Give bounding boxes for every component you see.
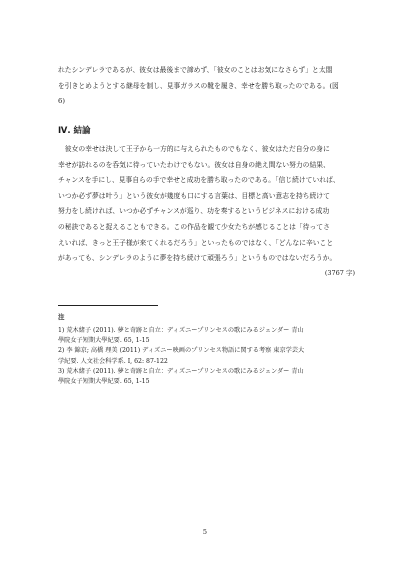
intro-paragraph [58,63,358,110]
footnote-line: 學院女子短期大學紀要. 65, 1-15 [58,337,150,345]
footnote-line: 1) 荒木緒子 (2011). 夢と奇跡と自立：ディズニープリンセスの歌にみるジェンダー 青山 [58,327,304,334]
body-line: 彼女の幸せは決して王子から一方的に与えられたものでもなく、彼女はただ自分の身に [64,145,330,153]
footnote-divider [58,305,158,306]
footnote-line: 3) 荒木緒子 (2011). 夢と奇跡と自立：ディズニープリンセスの歌にみるジェンダー 青山 [58,367,304,375]
body-line: 努力をし続ければ、いつか必ずチャンスが巡り、功を奏するというビジネスにおける成功 [58,207,330,216]
body-line: チャンスを手にし、見事自らの手で幸せと成功を勝ち取ったのである。「信じ続けていれば、 [58,176,340,185]
footnote-line: 2) 李 錦京; 高橋 理美 (2011) ディズニー映画のプリンセス物語に関する考察 東京学芸大 [58,347,305,355]
footnote-line: 学紀要. 人文社会科学系. Ⅰ, 62: 87-122 [58,357,168,365]
intro-line: を引きとめようとする継母を制し、見事ガラスの靴を履き、幸せを勝ち取ったのである。(図 [58,81,339,90]
body-line: 幸せが訪れるのを呑気に待っていたわけでもない。彼女は自身の絶え間ない努力の結果、 [58,160,330,169]
body-line: えいれば、きっと王子様が来てくれるだろう」といったものではなく、「どんなに辛いこと [58,238,334,247]
footnotes-list [58,326,358,387]
body-line: があっても、シンデレラのように夢を持ち続けて頑張ろう」というものではないだろうか。 [58,254,337,263]
intro-line: れたシンデレラであるが、彼女は最後まで諦めず、「彼女のことはお気になさらず」と太閤 [58,66,333,74]
body-line: いつか必ず夢は叶う」という彼女が幾度も口にする言葉は、目標と高い意志を持ち続けて [58,191,330,200]
intro-line: 6) [58,97,65,106]
section-heading: Ⅳ. 結論 [58,126,91,136]
footnote-line: 學院女子短期大學紀要. 65, 1-15 [58,378,150,386]
character-count: (3767 字) [324,269,355,277]
page-number: 5 [202,528,208,536]
conclusion-paragraph [58,142,358,267]
footnotes-title: 注 [58,313,65,321]
body-line: の秘訣であると捉えることもできる。この作品を観て少女たちが感じることは「待ってさ [58,222,330,231]
